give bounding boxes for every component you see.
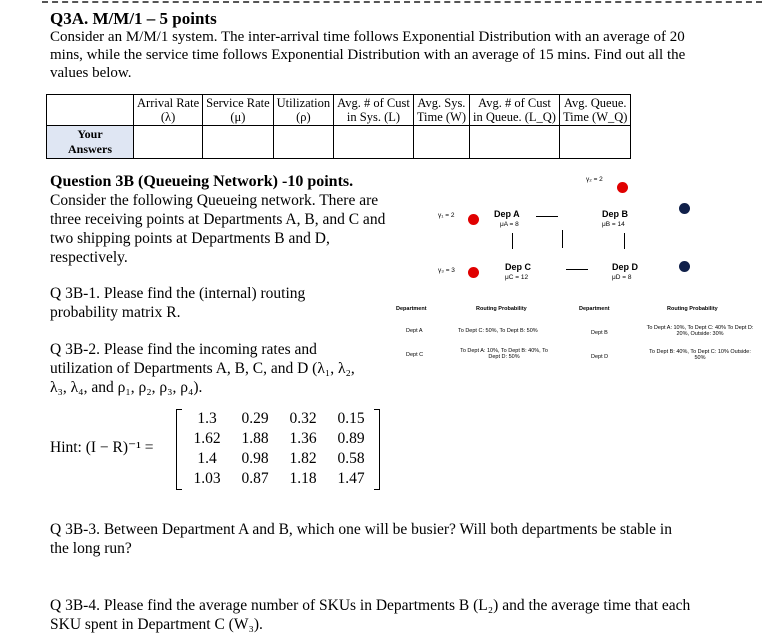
header-arrival-rate: Arrival Rate (λ) <box>134 95 203 126</box>
exit-dot-b <box>679 203 690 214</box>
routing-header-prob: Routing Probability <box>667 306 718 312</box>
table-corner-cell <box>47 95 134 126</box>
arrival-dot-c <box>468 267 479 278</box>
routing-prob-b: To Dept A: 10%, To Dept C: 40% To Dept D: 20%, Outside: 30% <box>646 325 754 337</box>
routing-dept-c: Dept C <box>406 352 424 358</box>
routing-dept-d: Dept D <box>591 354 609 360</box>
routing-dept-a: Dept A <box>406 328 423 334</box>
header-avg-sys-time: Avg. Sys. Time (W) <box>413 95 469 126</box>
gamma1-label: γ₁ = 2 <box>438 212 455 219</box>
q3b4-question: Q 3B-4. Please find the average number of SKUs in Departments B (L₂) and the average time that each SKU spent in Department C (W₃). <box>50 597 691 633</box>
q3b-description: Consider the following Queueing network. There are three receiving points at Departments A, B, and C and two shipping points at Departments B and D, respectively. <box>50 192 386 266</box>
mu-b-label: μB = 14 <box>602 221 625 228</box>
q3b1-question: Q 3B-1. Please find the (internal) routing probability matrix R. <box>50 285 306 321</box>
answer-cell[interactable] <box>413 126 469 159</box>
routing-prob-c: To Dept A: 10%, To Dept B: 40%, To Dept D: 50% <box>460 348 548 360</box>
matrix-row: 1.4 0.98 1.82 0.58 <box>197 450 365 467</box>
mm1-answer-table <box>46 94 631 159</box>
header-utilization: Utilization (ρ) <box>273 95 333 126</box>
your-answers-label: Your Answers <box>47 126 134 159</box>
answer-cell[interactable] <box>134 126 203 159</box>
matrix-row: 1.62 1.88 1.36 0.89 <box>193 430 365 447</box>
table-header-row <box>47 95 631 126</box>
header-service-rate: Service Rate (μ) <box>203 95 274 126</box>
gamma3-label: γ₃ = 3 <box>438 267 455 274</box>
arrival-dot-b <box>617 182 628 193</box>
routing-header-prob: Routing Probability <box>476 306 527 312</box>
answer-cell[interactable] <box>273 126 333 159</box>
answer-cell[interactable] <box>203 126 274 159</box>
routing-dept-b: Dept B <box>591 330 608 336</box>
answer-cell[interactable] <box>559 126 630 159</box>
answer-cell[interactable] <box>470 126 560 159</box>
routing-prob-d: To Dept B: 40%, To Dept C: 10% Outside: 50% <box>649 349 751 361</box>
dep-c-label: Dep C <box>505 262 532 272</box>
inverse-matrix <box>176 409 380 490</box>
gamma2-label: γ₂ = 2 <box>586 176 603 183</box>
header-avg-cust-sys: Avg. # of Cust in Sys. (L) <box>334 95 414 126</box>
answer-cell[interactable] <box>334 126 414 159</box>
link-line <box>624 233 625 249</box>
dep-b-label: Dep B <box>602 209 629 219</box>
mu-d-label: μD = 8 <box>612 274 632 281</box>
mu-c-label: μC = 12 <box>505 274 529 281</box>
q3a-title: Q3A. M/M/1 – 5 points <box>50 9 217 28</box>
q3a-description: Consider an M/M/1 system. The inter-arrival time follows Exponential Distribution with an average of 20 mins, while the service time follows Exponential Distribution with an average of 15 mins. Find out all the values below. <box>50 29 686 81</box>
matrix-row: 1.3 0.29 0.32 0.15 <box>197 410 365 427</box>
dashed-separator <box>42 1 762 3</box>
routing-header-dept: Department <box>579 306 610 312</box>
header-avg-cust-queue: Avg. # of Cust in Queue. (L_Q) <box>470 95 560 126</box>
q3b2-question: Q 3B-2. Please find the incoming rates and utilization of Departments A, B, C, and D (λ₁, λ₂, λ₃, λ₄, and ρ₁, ρ₂, ρ₃, ρ₄). <box>50 341 355 396</box>
link-line <box>562 230 563 248</box>
routing-prob-a: To Dept C: 50%, To Dept B: 50% <box>458 328 538 334</box>
exit-dot-d <box>679 261 690 272</box>
routing-header-dept: Department <box>396 306 427 312</box>
queueing-network-diagram <box>390 170 710 290</box>
arrival-dot-a <box>468 214 479 225</box>
header-avg-queue-time: Avg. Queue. Time (W_Q) <box>559 95 630 126</box>
answer-row <box>47 126 631 159</box>
q3b3-question: Q 3B-3. Between Department A and B, which one will be busier? Will both departments be stable in the long run? <box>50 521 672 557</box>
dep-d-label: Dep D <box>612 262 639 272</box>
dep-a-label: Dep A <box>494 209 520 219</box>
link-line <box>566 269 588 270</box>
matrix-row: 1.03 0.87 1.18 1.47 <box>193 470 365 487</box>
hint-label: Hint: (I − R)⁻¹ = <box>50 439 154 456</box>
mu-a-label: μA = 8 <box>500 221 519 228</box>
q3b-title: Question 3B (Queueing Network) -10 points. <box>50 173 354 190</box>
link-line <box>536 216 558 217</box>
link-line <box>512 233 513 249</box>
